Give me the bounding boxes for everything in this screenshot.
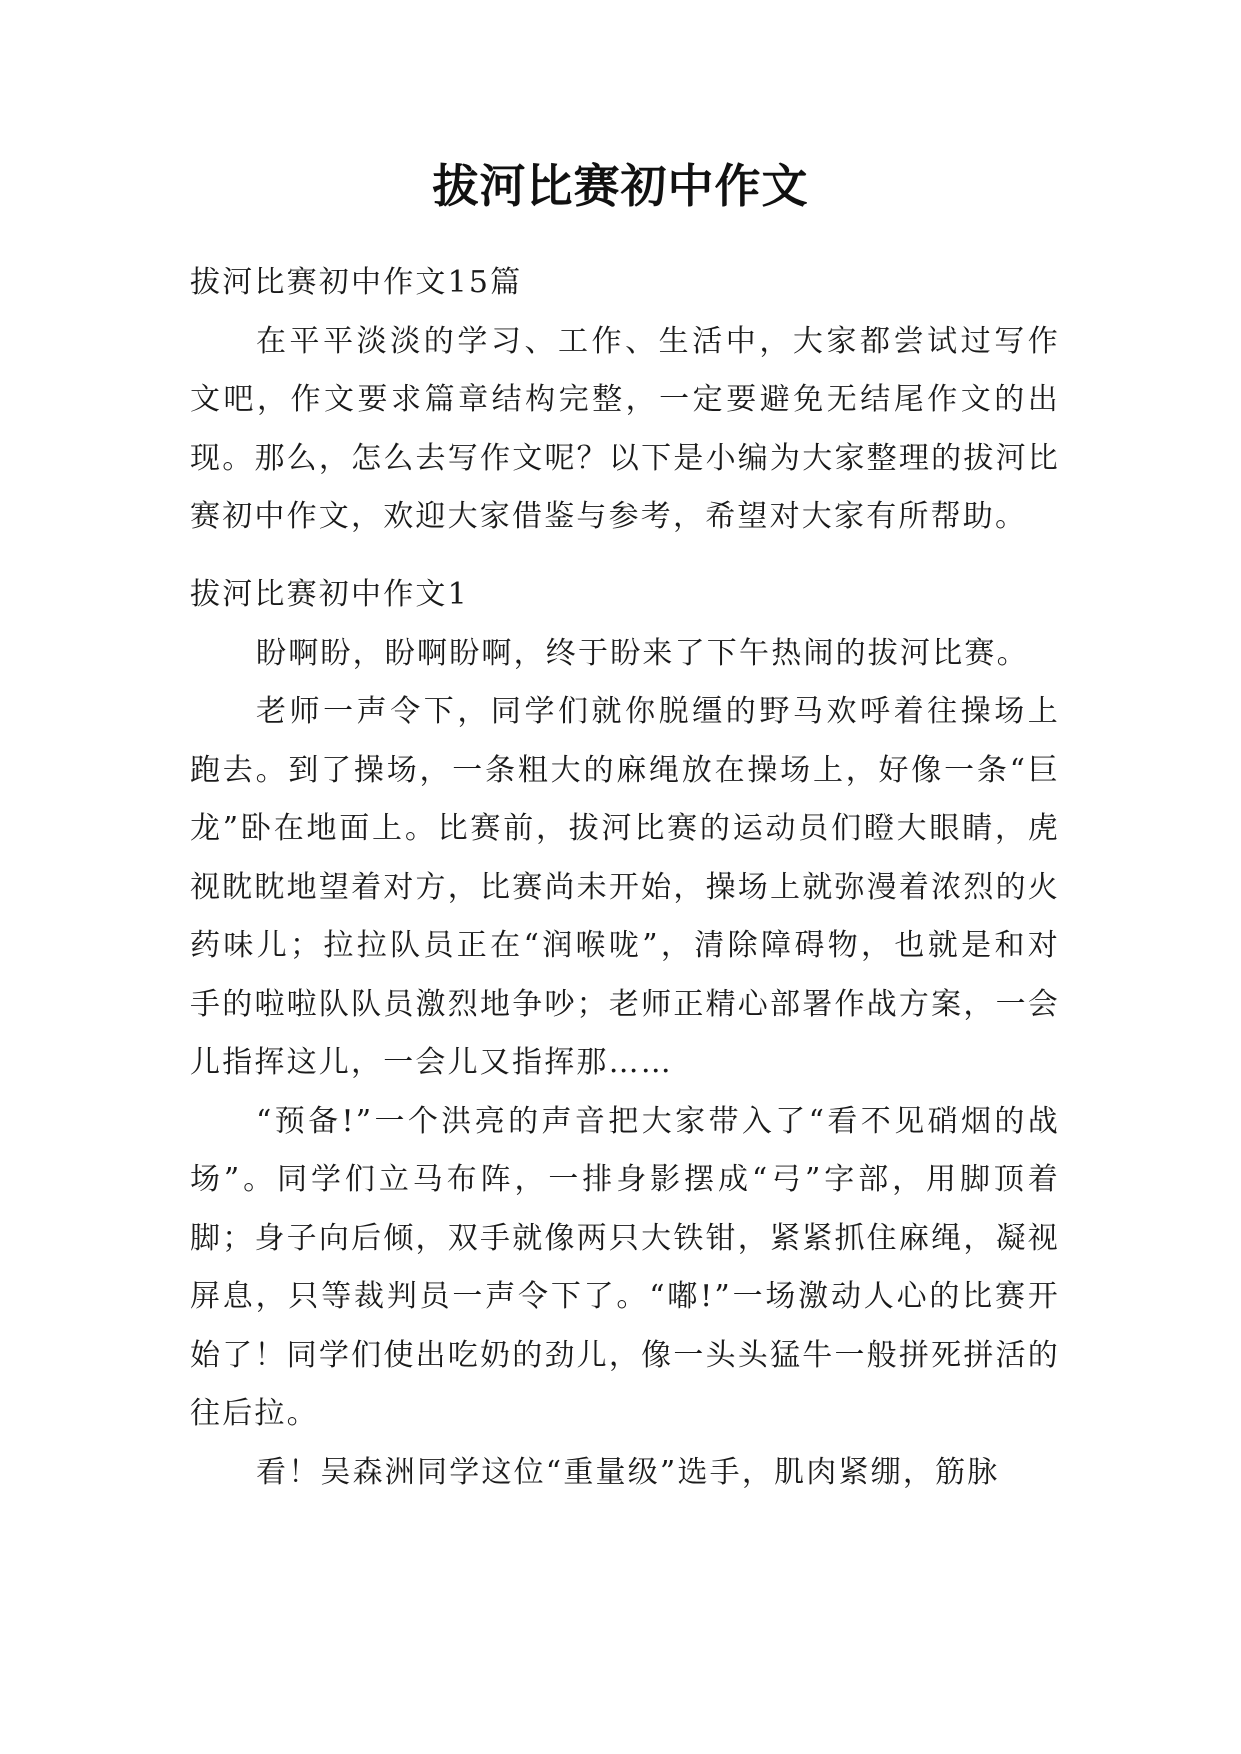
section-paragraph: 看！吴森洲同学这位“重量级”选手，肌肉紧绷，筋脉 <box>256 1454 1000 1490</box>
intro-block <box>190 254 1060 547</box>
section-paragraph: 盼啊盼，盼啊盼啊，终于盼来了下午热闹的拔河比赛。 <box>256 635 1029 671</box>
section-paragraph: 老师一声令下，同学们就你脱缰的野马欢呼着往操场上跑去。到了操场，一条粗大的麻绳放在操场上，好像一条“巨龙”卧在地面上。比赛前，拔河比赛的运动员们瞪大眼睛，虎视眈眈地望着对方，比赛尚未开始，操场上就弥漫着浓烈的火药味儿；拉拉队员正在“润喉咙”，清除障碍物，也就是和对手的啦啦队队员激烈地争吵；老师正精心部署作战方案，一会儿指挥这儿，一会儿又指挥那…… <box>190 694 1060 1080</box>
document-title: 拔河比赛初中作文 <box>432 159 809 213</box>
section-1 <box>190 566 1060 1502</box>
section-paragraph: “预备!”一个洪亮的声音把大家带入了“看不见硝烟的战场”。同学们立马布阵，一排身影摆成“弓”字部，用脚顶着脚；身子向后倾，双手就像两只大铁钳，紧紧抓住麻绳，凝视屏息，只等裁判员一声令下了。“嘟!”一场激动人心的比赛开始了！同学们使出吃奶的劲儿，像一头头猛牛一般拼死拼活的往后拉。 <box>190 1103 1060 1431</box>
section-heading: 拔河比赛初中作文1 <box>190 577 469 612</box>
document-subtitle: 拔河比赛初中作文15篇 <box>190 265 523 300</box>
intro-paragraph: 在平平淡淡的学习、工作、生活中，大家都尝试过写作文吧，作文要求篇章结构完整，一定要避免无结尾作文的出现。那么，怎么去写作文呢？以下是小编为大家整理的拔河比赛初中作文，欢迎大家借鉴与参考，希望对大家有所帮助。 <box>190 323 1060 534</box>
